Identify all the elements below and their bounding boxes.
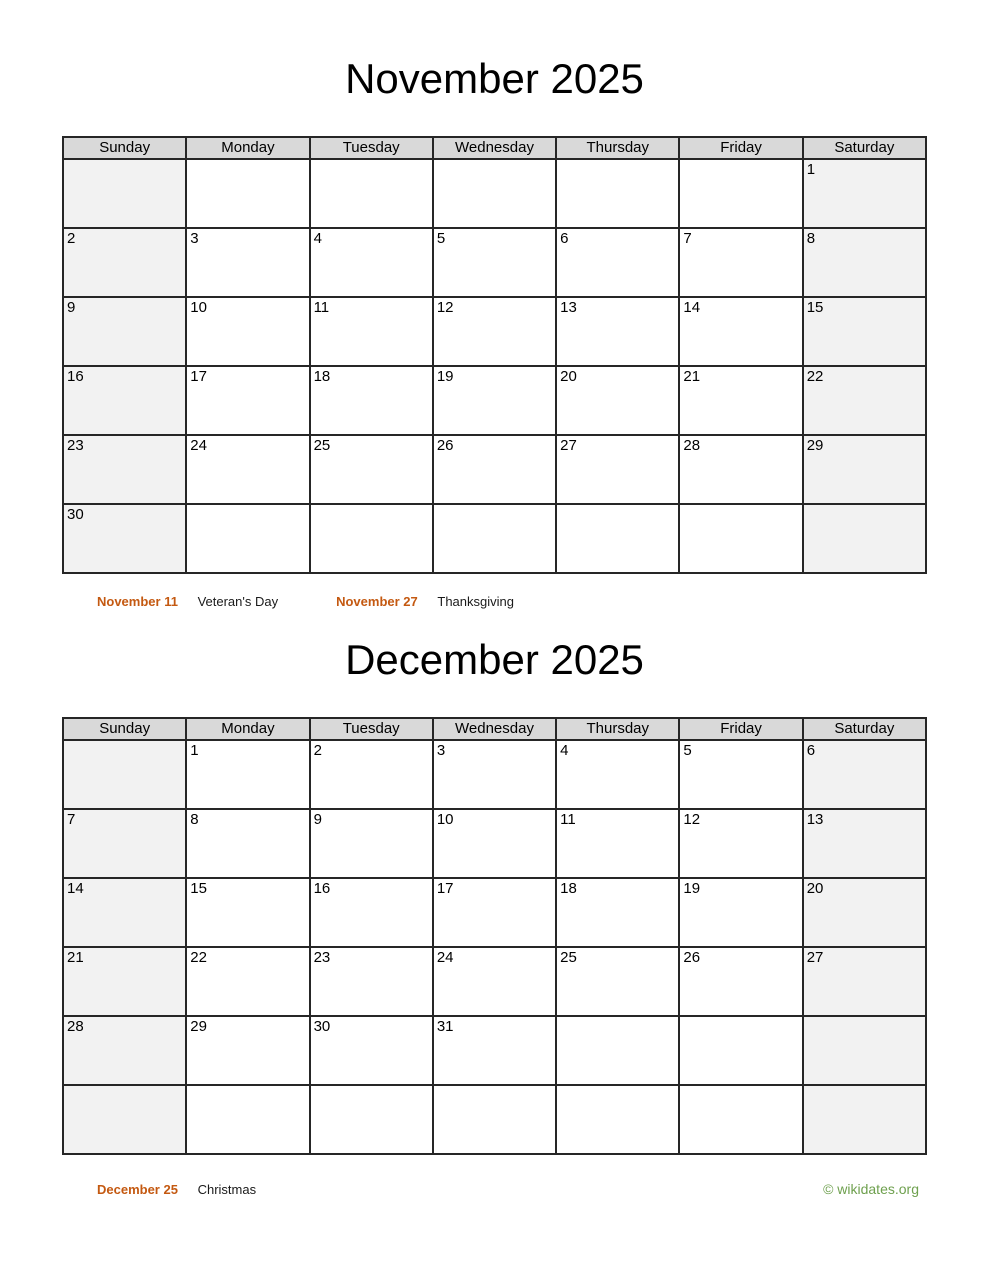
day-cell-5: 5: [433, 228, 556, 297]
wikidates-copyright-link[interactable]: © wikidates.org: [823, 1181, 919, 1198]
day-cell-20: 20: [803, 878, 926, 947]
week-row: [63, 228, 926, 297]
day-cell-10: 10: [186, 297, 309, 366]
day-cell-5: 5: [679, 740, 802, 809]
november-title: November 2025: [345, 55, 644, 102]
day-cell-14: 14: [679, 297, 802, 366]
day-cell-13: 13: [803, 809, 926, 878]
november-section: [0, 56, 989, 609]
weekday-header-monday: Monday: [186, 718, 309, 740]
week-row: [63, 1085, 926, 1154]
day-cell-21: 21: [63, 947, 186, 1016]
day-cell-12: 12: [679, 809, 802, 878]
day-cell-11: 11: [556, 809, 679, 878]
empty-day-cell: [310, 159, 433, 228]
day-cell-17: 17: [433, 878, 556, 947]
empty-day-cell: [310, 1085, 433, 1154]
day-cell-12: 12: [433, 297, 556, 366]
day-cell-2: 2: [63, 228, 186, 297]
weekday-header-saturday: Saturday: [803, 137, 926, 159]
day-cell-23: 23: [63, 435, 186, 504]
day-cell-16: 16: [310, 878, 433, 947]
empty-day-cell: [63, 1085, 186, 1154]
day-cell-28: 28: [679, 435, 802, 504]
day-cell-24: 24: [433, 947, 556, 1016]
empty-day-cell: [556, 1085, 679, 1154]
day-cell-3: 3: [433, 740, 556, 809]
day-cell-10: 10: [433, 809, 556, 878]
day-cell-29: 29: [803, 435, 926, 504]
weekday-header-thursday: Thursday: [556, 718, 679, 740]
day-cell-11: 11: [310, 297, 433, 366]
empty-day-cell: [803, 1016, 926, 1085]
day-cell-26: 26: [679, 947, 802, 1016]
holiday-date-label: December 25: [97, 1182, 178, 1198]
holiday-name-label: Veteran's Day: [197, 594, 279, 610]
week-row: [63, 878, 926, 947]
day-cell-1: 1: [186, 740, 309, 809]
day-cell-1: 1: [803, 159, 926, 228]
day-cell-15: 15: [186, 878, 309, 947]
empty-day-cell: [186, 1085, 309, 1154]
day-cell-2: 2: [310, 740, 433, 809]
holiday-name-label: Christmas: [197, 1182, 257, 1198]
empty-day-cell: [556, 159, 679, 228]
empty-day-cell: [186, 159, 309, 228]
november-holiday-line: [62, 594, 927, 609]
day-cell-8: 8: [186, 809, 309, 878]
day-cell-7: 7: [679, 228, 802, 297]
empty-day-cell: [679, 1085, 802, 1154]
weekday-header-tuesday: Tuesday: [310, 137, 433, 159]
holiday-entry-veterans-day: [97, 594, 278, 609]
empty-day-cell: [803, 504, 926, 573]
empty-day-cell: [679, 159, 802, 228]
day-cell-20: 20: [556, 366, 679, 435]
day-cell-22: 22: [803, 366, 926, 435]
weekday-header-monday: Monday: [186, 137, 309, 159]
empty-day-cell: [679, 504, 802, 573]
day-cell-30: 30: [310, 1016, 433, 1085]
weekday-header-saturday: Saturday: [803, 718, 926, 740]
weekday-header-sunday: Sunday: [63, 137, 186, 159]
week-row: [63, 1016, 926, 1085]
week-row: [63, 740, 926, 809]
day-cell-25: 25: [310, 435, 433, 504]
empty-day-cell: [63, 740, 186, 809]
weekday-header-wednesday: Wednesday: [433, 137, 556, 159]
december-section: [0, 637, 989, 1197]
day-cell-30: 30: [63, 504, 186, 573]
day-cell-21: 21: [679, 366, 802, 435]
empty-day-cell: [556, 504, 679, 573]
day-cell-6: 6: [803, 740, 926, 809]
week-row: [63, 504, 926, 573]
weekday-header-row: [63, 137, 926, 159]
day-cell-4: 4: [556, 740, 679, 809]
day-cell-19: 19: [433, 366, 556, 435]
weekday-header-sunday: Sunday: [63, 718, 186, 740]
day-cell-3: 3: [186, 228, 309, 297]
empty-day-cell: [186, 504, 309, 573]
empty-day-cell: [433, 504, 556, 573]
week-row: [63, 297, 926, 366]
week-row: [63, 809, 926, 878]
day-cell-9: 9: [63, 297, 186, 366]
weekday-header-tuesday: Tuesday: [310, 718, 433, 740]
holiday-date-label: November 11: [97, 594, 178, 610]
day-cell-28: 28: [63, 1016, 186, 1085]
footer-line: [62, 1181, 927, 1197]
empty-day-cell: [803, 1085, 926, 1154]
day-cell-27: 27: [803, 947, 926, 1016]
day-cell-17: 17: [186, 366, 309, 435]
empty-day-cell: [310, 504, 433, 573]
holiday-entry-christmas: [97, 1182, 256, 1197]
holiday-name-label: Thanksgiving: [437, 594, 514, 610]
december-title: December 2025: [345, 636, 644, 684]
holiday-date-label: November 27: [336, 594, 418, 610]
empty-day-cell: [556, 1016, 679, 1085]
weekday-header-friday: Friday: [679, 137, 802, 159]
empty-day-cell: [679, 1016, 802, 1085]
week-row: [63, 366, 926, 435]
weekday-header-row: [63, 718, 926, 740]
day-cell-4: 4: [310, 228, 433, 297]
empty-day-cell: [433, 159, 556, 228]
day-cell-8: 8: [803, 228, 926, 297]
december-calendar: [62, 717, 927, 1155]
day-cell-18: 18: [556, 878, 679, 947]
day-cell-22: 22: [186, 947, 309, 1016]
week-row: [63, 947, 926, 1016]
day-cell-31: 31: [433, 1016, 556, 1085]
empty-day-cell: [433, 1085, 556, 1154]
week-row: [63, 159, 926, 228]
empty-day-cell: [63, 159, 186, 228]
day-cell-15: 15: [803, 297, 926, 366]
holiday-entry-thanksgiving: [336, 594, 514, 609]
day-cell-29: 29: [186, 1016, 309, 1085]
day-cell-16: 16: [63, 366, 186, 435]
weekday-header-friday: Friday: [679, 718, 802, 740]
november-calendar: [62, 136, 927, 574]
weekday-header-thursday: Thursday: [556, 137, 679, 159]
day-cell-26: 26: [433, 435, 556, 504]
day-cell-14: 14: [63, 878, 186, 947]
day-cell-24: 24: [186, 435, 309, 504]
week-row: [63, 435, 926, 504]
day-cell-7: 7: [63, 809, 186, 878]
day-cell-18: 18: [310, 366, 433, 435]
day-cell-9: 9: [310, 809, 433, 878]
day-cell-23: 23: [310, 947, 433, 1016]
weekday-header-wednesday: Wednesday: [433, 718, 556, 740]
day-cell-19: 19: [679, 878, 802, 947]
day-cell-13: 13: [556, 297, 679, 366]
day-cell-25: 25: [556, 947, 679, 1016]
day-cell-27: 27: [556, 435, 679, 504]
day-cell-6: 6: [556, 228, 679, 297]
